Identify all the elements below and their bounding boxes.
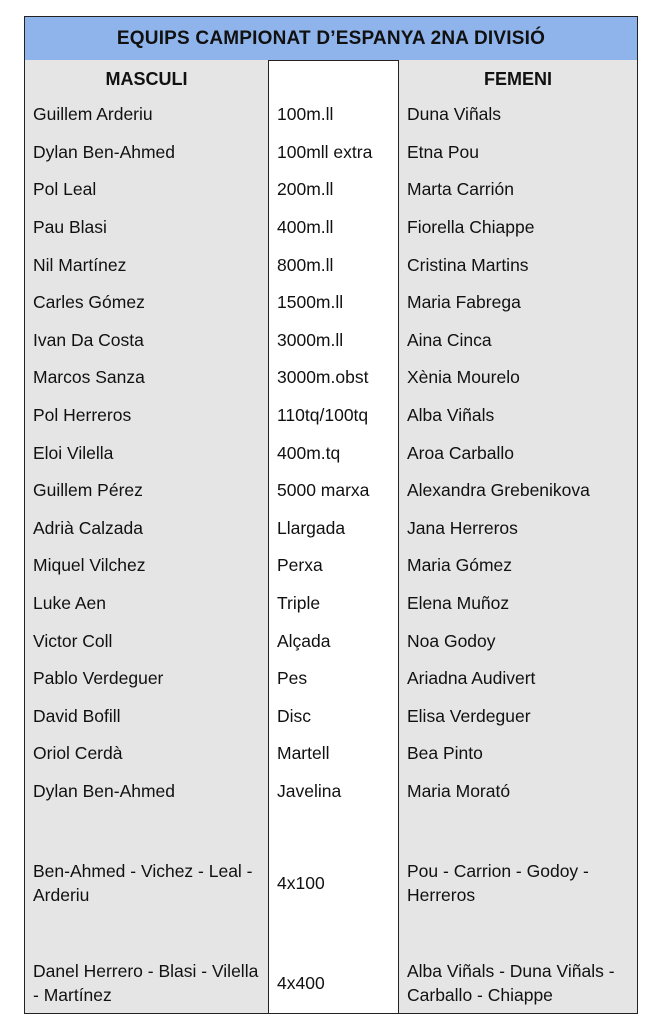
event-name: 3000m.ll [277,329,344,350]
event-name: 3000m.obst [277,367,369,388]
male-athlete: Danel Herrero - Blasi - Vilella - Martínez [33,961,259,1005]
event-name: 4x400 [277,973,325,993]
male-athlete: Pau Blasi [33,217,107,238]
event-name: Perxa [277,555,323,576]
event-name: 400m.tq [277,442,341,463]
male-athlete: Pol Leal [33,179,97,200]
male-header: MASCULI [105,68,188,89]
male-athlete: Dylan Ben-Ahmed [33,781,176,802]
roster-row [25,397,637,435]
event-name: 1500m.ll [277,292,344,313]
female-athlete: Alba Viñals [407,405,495,426]
roster-row [25,96,637,134]
roster-row [25,510,637,548]
female-athlete: Ariadna Audivert [407,668,536,689]
event-name: 400m.ll [277,217,334,238]
relay-row [25,955,637,1011]
event-name: Javelina [277,781,342,802]
event-name: Martell [277,743,330,764]
male-athlete: Victor Coll [33,630,113,651]
roster-row [25,472,637,510]
female-athlete: Jana Herreros [407,517,518,538]
male-athlete: Oriol Cerdà [33,743,123,764]
relay-row [25,855,637,911]
male-athlete: Adrià Calzada [33,517,143,538]
event-name: 5000 marxa [277,480,370,501]
male-athlete: Dylan Ben-Ahmed [33,141,176,162]
male-athlete: Nil Martínez [33,254,127,275]
male-athlete: Guillem Arderiu [33,104,153,125]
roster-row [25,547,637,585]
male-athlete: Luke Aen [33,593,106,614]
male-athlete: David Bofill [33,705,121,726]
event-name: Pes [277,668,308,689]
female-athlete: Pou - Carrion - Godoy - Herreros [407,861,589,905]
roster-row [25,660,637,698]
roster-row [25,698,637,736]
roster-row [25,773,637,811]
event-name: 100mll extra [277,141,373,162]
male-athlete: Marcos Sanza [33,367,145,388]
roster-row [25,622,637,660]
female-athlete: Maria Fabrega [407,292,521,313]
male-athlete: Ben-Ahmed - Vichez - Leal - Arderiu [33,861,253,905]
female-athlete: Aroa Carballo [407,442,514,463]
roster-row [25,284,637,322]
roster-row [25,434,637,472]
male-athlete: Carles Gómez [33,292,145,313]
female-athlete: Elena Muñoz [407,593,510,614]
male-athlete: Guillem Pérez [33,480,143,501]
male-athlete: Pol Herreros [33,405,132,426]
female-athlete: Noa Godoy [407,630,496,651]
female-athlete: Alexandra Grebenikova [407,480,590,501]
roster-row [25,134,637,172]
female-athlete: Duna Viñals [407,104,502,125]
female-athlete: Aina Cinca [407,329,492,350]
female-athlete: Marta Carrión [407,179,514,200]
roster-row [25,246,637,284]
female-header: FEMENI [483,68,552,89]
roster-row [25,585,637,623]
male-athlete: Miquel Vilchez [33,555,146,576]
male-athlete: Pablo Verdeguer [33,668,164,689]
event-name: 110tq/100tq [277,405,369,426]
male-athlete: Ivan Da Costa [33,329,144,350]
event-name: 100m.ll [277,104,334,125]
roster-row [25,359,637,397]
event-name: Alçada [277,630,331,651]
female-athlete: Maria Gómez [407,555,513,576]
team-sheet [24,16,638,1014]
roster-row [25,322,637,360]
event-name: Disc [277,705,312,726]
roster-row [25,171,637,209]
event-name: Llargada [277,517,346,538]
male-athlete: Eloi Vilella [33,442,114,463]
event-name: 4x100 [277,873,325,893]
female-athlete: Elisa Verdeguer [407,705,531,726]
female-athlete: Alba Viñals - Duna Viñals - Carballo - Chiappe [407,961,615,1005]
event-name: Triple [277,593,321,614]
female-athlete: Cristina Martins [407,254,529,275]
female-athlete: Bea Pinto [407,743,483,764]
female-athlete: Maria Morató [407,781,511,802]
female-athlete: Etna Pou [407,141,479,162]
roster-row [25,735,637,773]
roster-row [25,209,637,247]
sheet-title: EQUIPS CAMPIONAT D’ESPANYA 2NA DIVISIÓ [25,17,637,61]
event-name: 800m.ll [277,254,334,275]
female-athlete: Xènia Mourelo [407,367,520,388]
event-name: 200m.ll [277,179,334,200]
female-athlete: Fiorella Chiappe [407,217,535,238]
